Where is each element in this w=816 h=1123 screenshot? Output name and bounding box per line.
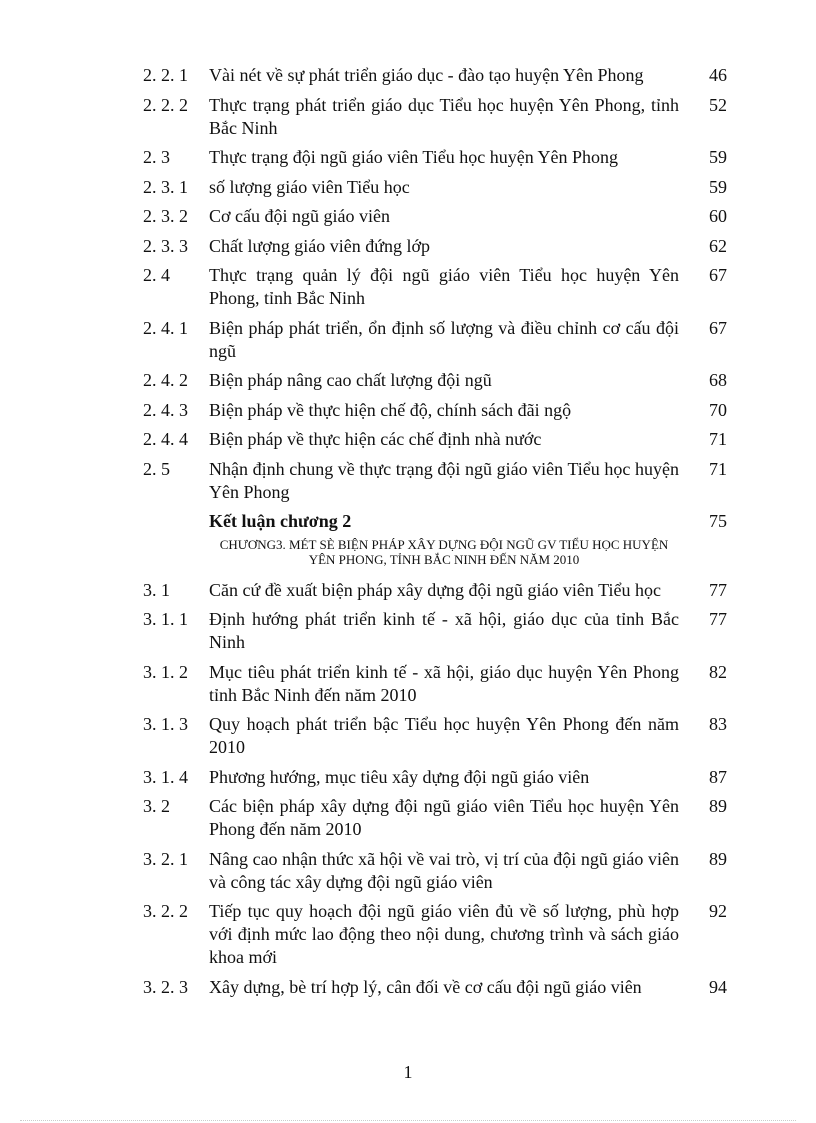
toc-entry-page: 70 — [709, 399, 727, 420]
toc-entry-title: Thực trạng quản lý đội ngũ giáo viên Tiểu học huyện Yên Phong, tỉnh Bắc Ninh — [209, 265, 679, 308]
toc-entry-title: Xây dựng, bè trí hợp lý, cân đối về cơ cấu đội ngũ giáo viên — [209, 976, 642, 997]
toc-entry-title: Biện pháp phát triển, ổn định số lượng và điều chỉnh cơ cấu đội ngũ — [209, 317, 679, 361]
toc-row — [143, 713, 733, 759]
toc-entry-title: Biện pháp về thực hiện chế độ, chính sách đãi ngộ — [209, 399, 572, 420]
toc-entry-page: 89 — [709, 796, 727, 816]
toc-entry-number: 2. 4. 2 — [143, 370, 188, 390]
toc-entry-title: Phương hướng, mục tiêu xây dựng đội ngũ giáo viên — [209, 766, 590, 787]
toc-entry-page: 59 — [709, 147, 727, 167]
toc-entry-page: 46 — [709, 65, 727, 85]
toc-section-chapter-2 — [143, 64, 733, 504]
toc-entry-number: 3. 2. 1 — [143, 848, 188, 869]
toc-entry-page: 67 — [709, 317, 727, 338]
toc-entry-number: 3. 1. 4 — [143, 766, 188, 787]
toc-row — [143, 176, 733, 199]
toc-entry-title: Quy hoạch phát triển bậc Tiểu học huyện Yên Phong đến năm 2010 — [209, 714, 679, 757]
toc-entry-number: 3. 1. 1 — [143, 609, 188, 629]
toc-entry-number: 2. 4. 1 — [143, 317, 188, 338]
toc-row — [143, 661, 733, 707]
toc-entry-page: 68 — [709, 370, 727, 390]
toc-entry-page: 82 — [709, 661, 727, 682]
toc-entry-title: Vài nét về sự phát triển giáo dục - đào tạo huyện Yên Phong — [209, 65, 644, 85]
toc-entry-number: 2. 2. 2 — [143, 94, 188, 115]
toc-entry-page: 60 — [709, 206, 727, 226]
toc-entry-number: 2. 3. 3 — [143, 235, 188, 256]
toc-row — [143, 900, 733, 969]
toc-entry-number: 2. 4. 4 — [143, 429, 188, 449]
toc-entry-title: Cơ cấu đội ngũ giáo viên — [209, 206, 390, 226]
toc-entry-title: Các biện pháp xây dựng đội ngũ giáo viên Tiểu học huyện Yên Phong đến năm 2010 — [209, 796, 679, 839]
toc-entry-page: 71 — [709, 429, 727, 449]
toc-entry-number: 3. 2. 2 — [143, 901, 188, 921]
toc-entry-page: 94 — [709, 976, 727, 997]
toc-entry-number: 3. 1. 2 — [143, 661, 188, 682]
toc-row-conclusion — [143, 510, 733, 533]
page-divider — [20, 1120, 796, 1121]
toc-entry-number: 2. 3. 2 — [143, 206, 188, 226]
toc-section-chapter-3 — [143, 579, 733, 999]
toc-entry-page: 89 — [709, 848, 727, 869]
toc-entry-page: 77 — [709, 609, 727, 629]
toc-entry-page: 67 — [709, 265, 727, 285]
toc-entry-title: Tiếp tục quy hoạch đội ngũ giáo viên đủ về số lượng, phù hợp với định mức lao động theo nội dung, chương trình và sách giáo khoa mới — [209, 901, 679, 967]
toc-row — [143, 94, 733, 140]
toc-row — [143, 369, 733, 392]
toc-row — [143, 579, 733, 602]
toc-entry-title: Biện pháp nâng cao chất lượng đội ngũ — [209, 370, 492, 390]
toc-row — [143, 399, 733, 422]
toc-row — [143, 235, 733, 258]
toc-entry-title: Thực trạng phát triển giáo dục Tiểu học huyện Yên Phong, tỉnh Bắc Ninh — [209, 94, 679, 138]
toc-row — [143, 428, 733, 451]
toc-row — [143, 146, 733, 169]
toc-entry-number: 2. 4 — [143, 265, 170, 285]
toc-row — [143, 848, 733, 894]
toc-row — [143, 264, 733, 310]
toc-row — [143, 976, 733, 999]
toc-entry-number: 2. 3 — [143, 147, 170, 167]
table-of-contents — [143, 64, 733, 1005]
toc-entry-number: 3. 1. 3 — [143, 714, 188, 734]
toc-row — [143, 205, 733, 228]
toc-entry-title: Mục tiêu phát triển kinh tế - xã hội, giáo dục huyện Yên Phong tỉnh Bắc Ninh đến năm 2010 — [209, 661, 679, 705]
toc-row — [143, 766, 733, 789]
toc-entry-page: 87 — [709, 766, 727, 787]
toc-entry-title: Chất lượng giáo viên đứng lớp — [209, 235, 431, 256]
toc-row — [143, 795, 733, 841]
toc-entry-number: 2. 2. 1 — [143, 65, 188, 85]
toc-entry-page: 59 — [709, 176, 727, 197]
toc-entry-title: Thực trạng đội ngũ giáo viên Tiểu học huyện Yên Phong — [209, 147, 619, 167]
toc-row — [143, 64, 733, 87]
toc-entry-number: 3. 2 — [143, 796, 170, 816]
toc-entry-title: Nâng cao nhận thức xã hội về vai trò, vị trí của đội ngũ giáo viên và công tác xây dựng đội ngũ giáo viên — [209, 848, 679, 892]
toc-row — [143, 458, 733, 504]
toc-entry-title: Định hướng phát triển kinh tế - xã hội, giáo dục của tỉnh Bắc Ninh — [209, 609, 679, 652]
chapter-heading: CHƯƠNG3. MÉT SÈ BIỆN PHÁP XÂY DỰNG ĐỘI NGŨ GV TIỂU HỌC HUYỆN YÊN PHONG, TỈNH BẮC NINH ĐẾN NĂM 2010 — [219, 536, 669, 567]
toc-row — [143, 317, 733, 363]
toc-entry-page: 92 — [709, 901, 727, 921]
toc-entry-page: 83 — [709, 714, 727, 734]
toc-entry-title: Nhận định chung về thực trạng đội ngũ giáo viên Tiểu học huyện Yên Phong — [209, 458, 679, 502]
toc-entry-title: số lượng giáo viên Tiểu học — [209, 176, 410, 197]
toc-entry-number: 2. 4. 3 — [143, 399, 188, 420]
page-number: 1 — [403, 1062, 413, 1082]
toc-entry-number: 3. 2. 3 — [143, 976, 188, 997]
toc-entry-page: 71 — [709, 458, 727, 479]
toc-row — [143, 608, 733, 654]
toc-entry-title: Căn cứ đề xuất biện pháp xây dựng đội ngũ giáo viên Tiểu học — [209, 579, 661, 600]
toc-entry-page: 77 — [709, 579, 727, 600]
toc-entry-page: 62 — [709, 235, 727, 256]
toc-entry-number: 2. 3. 1 — [143, 176, 188, 197]
toc-entry-title: Biện pháp về thực hiện các chế định nhà nước — [209, 429, 542, 449]
toc-entry-number: 3. 1 — [143, 579, 170, 600]
toc-entry-page: 52 — [709, 94, 727, 115]
toc-entry-title: Kết luận chương 2 — [209, 511, 352, 531]
toc-entry-page: 75 — [709, 511, 727, 531]
toc-entry-number: 2. 5 — [143, 458, 170, 479]
